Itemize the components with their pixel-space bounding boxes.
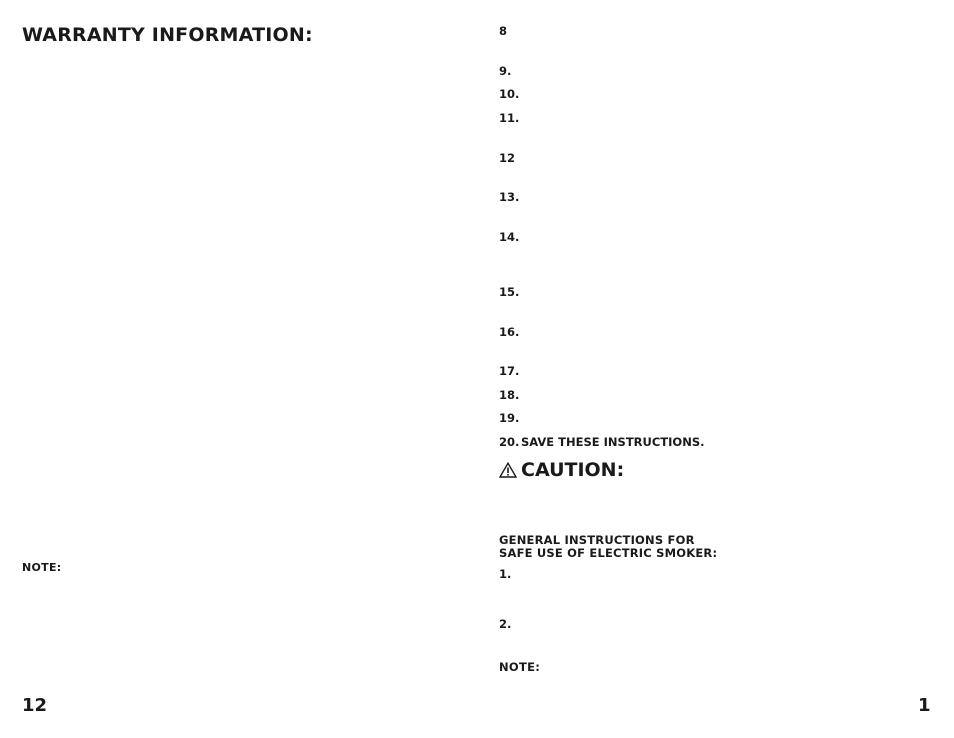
left-page-number: 12	[22, 695, 48, 716]
right-page-number: 1	[918, 695, 931, 716]
list-item-number: 19.	[499, 411, 520, 425]
list-item-number: 20.	[499, 435, 520, 449]
list-item	[499, 111, 521, 125]
warning-triangle-icon	[499, 462, 517, 478]
general-list-item	[499, 567, 521, 581]
list-item-number: 1.	[499, 567, 512, 581]
list-item-number: 9.	[499, 64, 512, 78]
list-item-number: 13.	[499, 190, 520, 204]
list-item	[499, 87, 521, 101]
left-note-label: NOTE:	[22, 561, 62, 574]
list-item-number: 11.	[499, 111, 520, 125]
list-item	[499, 388, 521, 402]
right-note-label: NOTE:	[499, 660, 541, 674]
list-item	[499, 325, 521, 339]
list-item-number: 8	[499, 24, 508, 38]
general-heading-line1: GENERAL INSTRUCTIONS FOR	[499, 533, 695, 547]
list-item	[499, 64, 521, 78]
general-list-item	[499, 617, 521, 631]
list-item-text: SAVE THESE INSTRUCTIONS.	[521, 435, 705, 449]
caution-heading	[499, 459, 624, 481]
general-instructions-heading	[499, 534, 717, 560]
list-item	[499, 190, 521, 204]
list-item	[499, 151, 521, 165]
list-item-number: 15.	[499, 285, 520, 299]
list-item	[499, 24, 521, 38]
list-item-number: 18.	[499, 388, 520, 402]
list-item	[499, 364, 521, 378]
caution-label: CAUTION:	[521, 459, 625, 481]
list-item	[499, 230, 521, 244]
list-item-number: 16.	[499, 325, 520, 339]
warranty-title: WARRANTY INFORMATION:	[22, 24, 313, 46]
list-item-number: 10.	[499, 87, 520, 101]
list-item-number: 17.	[499, 364, 520, 378]
list-item	[499, 285, 521, 299]
list-item	[499, 435, 704, 449]
list-item-number: 14.	[499, 230, 520, 244]
list-item	[499, 411, 521, 425]
list-item-number: 2.	[499, 617, 512, 631]
list-item-number: 12	[499, 151, 516, 165]
general-heading-line2: SAFE USE OF ELECTRIC SMOKER:	[499, 546, 718, 560]
